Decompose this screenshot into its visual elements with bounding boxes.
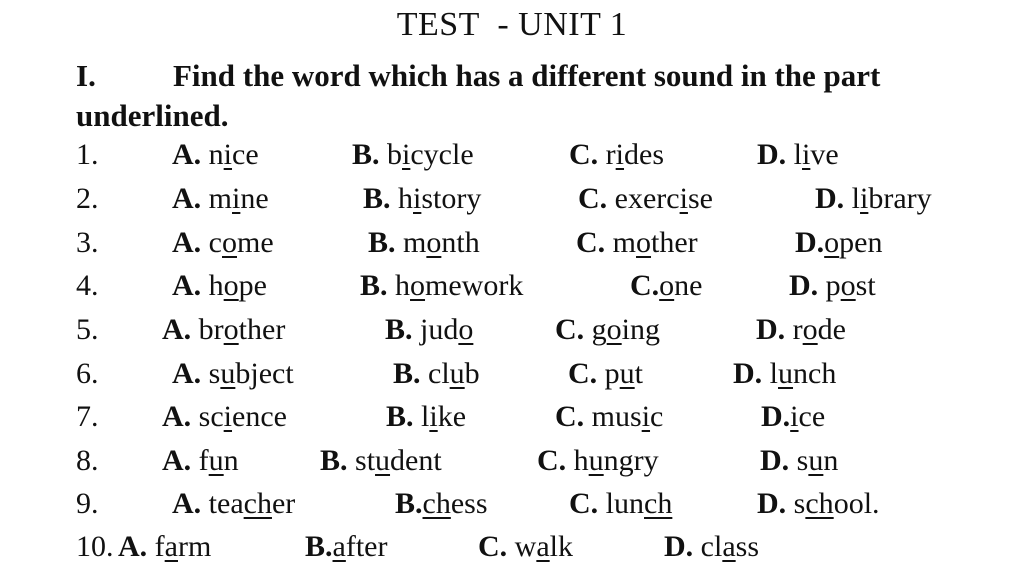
option-letter: D.: [815, 182, 845, 215]
option-letter: A.: [172, 138, 202, 171]
answer-option-c: [555, 400, 663, 434]
underlined-sound: i: [615, 138, 625, 171]
option-word-suffix: pe: [238, 269, 267, 302]
option-word-suffix: lk: [549, 530, 574, 563]
option-word-suffix: ss: [735, 530, 760, 563]
question-row: [0, 182, 1024, 224]
option-word-suffix: de: [817, 313, 846, 346]
underlined-sound: u: [808, 444, 824, 477]
underlined-sound: i: [223, 138, 233, 171]
option-letter: A.: [162, 444, 192, 477]
answer-option-b: [305, 530, 387, 564]
underlined-sound: u: [208, 444, 224, 477]
option-letter: A.: [172, 269, 202, 302]
option-word-prefix: l: [786, 138, 803, 171]
option-letter: A.: [172, 182, 202, 215]
option-word-suffix: des: [624, 138, 665, 171]
answer-option-c: [578, 182, 713, 216]
answer-option-a: [162, 444, 239, 478]
option-word-suffix: er: [271, 487, 296, 520]
question-row: [0, 226, 1024, 268]
option-letter: B.: [393, 357, 421, 390]
underlined-sound: i: [402, 138, 411, 171]
underlined-sound: a: [164, 530, 178, 563]
option-word-suffix: n: [223, 444, 239, 477]
answer-option-c: [576, 226, 698, 260]
option-word-prefix: st: [347, 444, 376, 477]
option-word-suffix: ce: [798, 400, 826, 433]
option-letter: C.: [569, 138, 599, 171]
answer-option-d: [664, 530, 759, 564]
option-letter: A.: [162, 313, 192, 346]
option-letter: D.: [756, 313, 786, 346]
option-word-prefix: cl: [693, 530, 723, 563]
option-word-prefix: r: [598, 138, 616, 171]
answer-option-d: [760, 444, 838, 478]
answer-option-d: [733, 357, 836, 391]
option-word-suffix: ne: [674, 269, 703, 302]
option-word-suffix: ngry: [603, 444, 659, 477]
answer-option-c: [569, 487, 672, 521]
answer-option-d: [795, 226, 883, 260]
answer-option-b: [360, 269, 523, 303]
underlined-sound: o: [223, 269, 239, 302]
answer-option-b: [352, 138, 474, 172]
option-word-prefix: jud: [412, 313, 459, 346]
option-word-suffix: n: [823, 444, 839, 477]
question-number: 2.: [76, 182, 99, 215]
underlined-sound: o: [659, 269, 675, 302]
option-word-prefix: exerc: [607, 182, 680, 215]
answer-option-b: [368, 226, 480, 260]
answer-option-d: [761, 400, 825, 434]
answer-option-b: [363, 182, 481, 216]
option-word-suffix: ess: [450, 487, 488, 520]
option-word-prefix: m: [201, 182, 233, 215]
question-number: 5.: [76, 313, 99, 346]
answer-option-b: [395, 487, 488, 521]
underlined-sound: ch: [805, 487, 834, 520]
answer-option-a: [162, 400, 287, 434]
option-word-suffix: me: [237, 226, 274, 259]
answer-option-b: [320, 444, 442, 478]
option-letter: C.: [578, 182, 608, 215]
question-number: 6.: [76, 357, 99, 390]
option-word-prefix: r: [785, 313, 803, 346]
option-letter: A.: [172, 357, 202, 390]
question-number: 10.: [76, 530, 114, 563]
answer-option-c: [630, 269, 703, 303]
underlined-sound: i: [641, 400, 651, 433]
answer-option-d: [757, 487, 880, 521]
question-row: [0, 400, 1024, 442]
answer-option-d: [756, 313, 846, 347]
option-word-prefix: f: [191, 444, 209, 477]
option-letter: D.: [757, 138, 787, 171]
option-word-suffix: st: [855, 269, 876, 302]
option-word-prefix: c: [201, 226, 222, 259]
underlined-sound: u: [220, 357, 236, 390]
question-number: 1.: [76, 138, 99, 171]
option-letter: D.: [795, 226, 825, 259]
option-word-suffix: brary: [868, 182, 932, 215]
answer-option-d: [815, 182, 932, 216]
underlined-sound: o: [222, 226, 237, 259]
question-row: [0, 313, 1024, 355]
option-word-suffix: ce: [232, 138, 259, 171]
section-numeral: I.: [76, 58, 96, 93]
instruction-line-2: underlined.: [76, 98, 229, 133]
question-row: [0, 269, 1024, 311]
option-word-suffix: ing: [621, 313, 661, 346]
underlined-sound: i: [232, 182, 241, 215]
option-word-prefix: n: [201, 138, 224, 171]
instruction-line-1: Find the word which has a different sound in the part: [173, 58, 881, 93]
option-word-prefix: p: [597, 357, 620, 390]
option-letter: B.: [385, 313, 413, 346]
underlined-sound: u: [588, 444, 604, 477]
option-word-suffix: story: [421, 182, 482, 215]
option-word-suffix: fter: [345, 530, 388, 563]
question-number: 8.: [76, 444, 99, 477]
underlined-sound: i: [790, 400, 799, 433]
underlined-sound: ch: [644, 487, 673, 520]
underlined-sound: u: [375, 444, 391, 477]
underlined-sound: o: [458, 313, 474, 346]
option-word-prefix: l: [844, 182, 861, 215]
answer-option-a: [172, 269, 267, 303]
option-word-prefix: g: [584, 313, 607, 346]
underlined-sound: u: [778, 357, 794, 390]
answer-option-a: [172, 226, 274, 260]
option-word-suffix: b: [464, 357, 480, 390]
underlined-sound: o: [802, 313, 818, 346]
option-word-prefix: h: [387, 269, 411, 302]
option-word-prefix: cl: [420, 357, 450, 390]
option-letter: A.: [118, 530, 148, 563]
option-letter: C.: [576, 226, 606, 259]
answer-option-a: [162, 313, 285, 347]
option-letter: B.: [363, 182, 391, 215]
answer-option-c: [569, 138, 664, 172]
option-word-prefix: lun: [598, 487, 645, 520]
option-word-prefix: l: [762, 357, 779, 390]
option-word-suffix: pen: [839, 226, 883, 259]
option-letter: D.: [789, 269, 819, 302]
question-row: [0, 444, 1024, 486]
page-title: TEST - UNIT 1: [396, 6, 628, 43]
option-letter: A.: [162, 400, 192, 433]
option-word-suffix: c: [650, 400, 664, 433]
option-word-suffix: ool.: [833, 487, 880, 520]
option-word-suffix: ther: [238, 313, 286, 346]
answer-option-a: [172, 182, 269, 216]
question-row: [0, 138, 1024, 180]
option-word-suffix: rm: [178, 530, 212, 563]
option-letter: C.: [537, 444, 567, 477]
underlined-sound: i: [429, 400, 438, 433]
answer-option-a: [172, 357, 294, 391]
option-letter: C.: [555, 313, 585, 346]
option-word-prefix: s: [786, 487, 806, 520]
option-letter: B.: [386, 400, 414, 433]
option-word-suffix: ke: [437, 400, 467, 433]
underlined-sound: i: [413, 182, 422, 215]
answer-option-c: [537, 444, 659, 478]
answer-option-d: [789, 269, 876, 303]
question-row: [0, 487, 1024, 529]
answer-option-a: [118, 530, 211, 564]
underlined-sound: a: [536, 530, 550, 563]
underlined-sound: u: [619, 357, 635, 390]
underlined-sound: ch: [422, 487, 451, 520]
option-word-suffix: ne: [240, 182, 269, 215]
section-instruction: [76, 56, 1024, 136]
option-letter: B.: [320, 444, 348, 477]
option-letter: D.: [757, 487, 787, 520]
underlined-sound: o: [606, 313, 622, 346]
question-number: 4.: [76, 269, 99, 302]
option-word-prefix: mus: [584, 400, 642, 433]
option-letter: C.: [555, 400, 585, 433]
underlined-sound: i: [860, 182, 869, 215]
option-word-suffix: mework: [425, 269, 524, 302]
option-letter: B.: [395, 487, 423, 520]
option-letter: A.: [172, 226, 202, 259]
option-letter: B.: [368, 226, 396, 259]
option-word-suffix: nch: [793, 357, 837, 390]
answer-option-c: [478, 530, 573, 564]
option-word-prefix: f: [147, 530, 165, 563]
option-letter: C.: [569, 487, 599, 520]
answer-option-b: [386, 400, 466, 434]
option-word-suffix: ence: [232, 400, 287, 433]
underlined-sound: o: [840, 269, 856, 302]
option-word-suffix: cycle: [410, 138, 474, 171]
option-letter: B.: [360, 269, 388, 302]
option-letter: D.: [760, 444, 790, 477]
option-word-prefix: sc: [191, 400, 224, 433]
question-number: 3.: [76, 226, 99, 259]
option-word-prefix: p: [818, 269, 841, 302]
option-word-prefix: h: [201, 269, 224, 302]
option-word-prefix: h: [566, 444, 589, 477]
option-letter: C.: [568, 357, 598, 390]
option-word-suffix: ther: [651, 226, 698, 259]
underlined-sound: a: [722, 530, 736, 563]
underlined-sound: o: [636, 226, 652, 259]
option-word-suffix: se: [687, 182, 713, 215]
underlined-sound: i: [802, 138, 811, 171]
option-word-prefix: w: [507, 530, 537, 563]
answer-option-b: [393, 357, 480, 391]
option-letter: D.: [664, 530, 694, 563]
option-letter: D.: [761, 400, 791, 433]
option-word-prefix: m: [395, 226, 427, 259]
option-word-suffix: t: [634, 357, 644, 390]
option-word-prefix: s: [201, 357, 221, 390]
underlined-sound: a: [332, 530, 346, 563]
option-word-prefix: l: [413, 400, 430, 433]
question-number: 9.: [76, 487, 99, 520]
option-word-prefix: tea: [201, 487, 244, 520]
option-word-suffix: bject: [235, 357, 294, 390]
option-word-suffix: nth: [441, 226, 480, 259]
underlined-sound: o: [824, 226, 840, 259]
option-letter: B.: [352, 138, 380, 171]
question-row: [0, 357, 1024, 399]
option-word-prefix: m: [605, 226, 637, 259]
underlined-sound: u: [449, 357, 465, 390]
underlined-sound: i: [223, 400, 233, 433]
underlined-sound: o: [223, 313, 239, 346]
answer-option-a: [172, 487, 295, 521]
option-word-prefix: s: [789, 444, 809, 477]
option-letter: C.: [630, 269, 660, 302]
question-number: 7.: [76, 400, 99, 433]
option-letter: B.: [305, 530, 333, 563]
question-row: [0, 530, 1024, 572]
underlined-sound: o: [410, 269, 426, 302]
answer-option-c: [555, 313, 660, 347]
option-word-prefix: h: [390, 182, 414, 215]
answer-option-d: [757, 138, 839, 172]
underlined-sound: ch: [243, 487, 272, 520]
underlined-sound: i: [679, 182, 688, 215]
option-letter: A.: [172, 487, 202, 520]
option-letter: C.: [478, 530, 508, 563]
option-word-suffix: dent: [390, 444, 442, 477]
option-letter: D.: [733, 357, 763, 390]
answer-option-c: [568, 357, 643, 391]
underlined-sound: o: [426, 226, 442, 259]
option-word-suffix: ve: [810, 138, 839, 171]
option-word-prefix: br: [191, 313, 224, 346]
answer-option-a: [172, 138, 259, 172]
option-word-prefix: b: [379, 138, 403, 171]
answer-option-b: [385, 313, 473, 347]
